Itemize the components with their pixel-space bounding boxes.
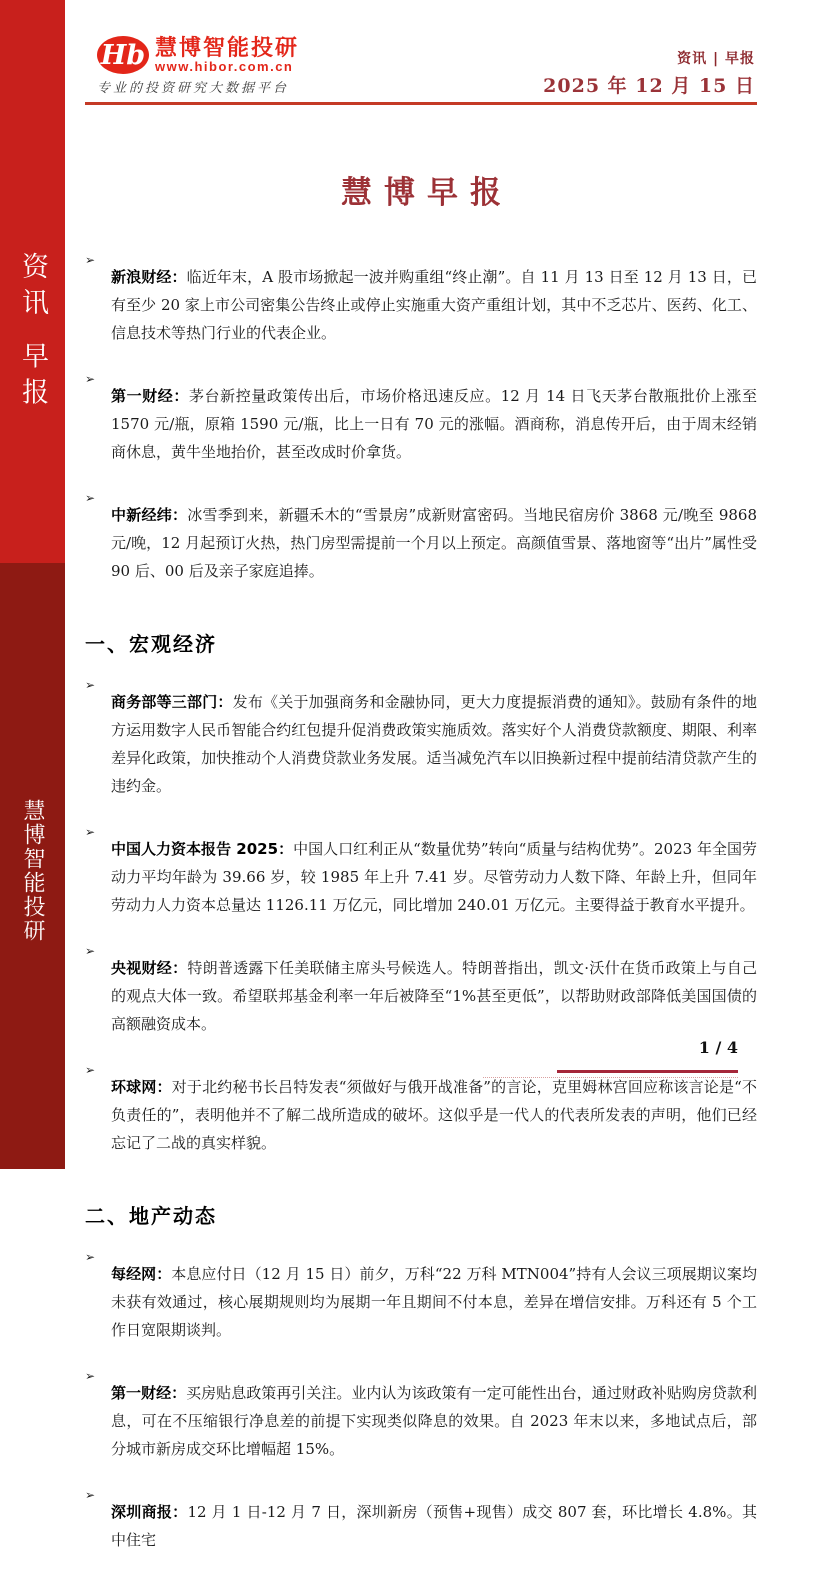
news-text: 买房贴息政策再引关注。业内认为该政策有一定可能性出台，通过财政补贴购房贷款利息，可在不压缩银行净息差的前提下实现类似降息的效果。自 2023 年末以来，多地试点后，部分城市新房成交环比增幅超 15%。 (111, 1384, 757, 1458)
news-item (85, 367, 757, 481)
news-source-label: 深圳商报： (111, 1503, 188, 1521)
news-paragraph (111, 835, 757, 919)
news-text: 中国人口红利正从“数量优势”转向“质量与结构优势”。2023 年全国劳动力平均年龄为 39.66 岁，较 1985 年上升 7.41 岁。尽管劳动力人数下降、年龄上升，但同年劳动力人力资本总量达 1126.11 万亿元，同比增加 240.01 万亿元。主要得益于教育水平提升。 (111, 840, 757, 914)
report-category: 资讯 | 早报 (677, 51, 755, 67)
document-body (85, 0, 757, 1574)
news-source-label: 第一财经： (111, 1384, 187, 1402)
footer-divider-thin (483, 1077, 738, 1078)
sidebar-brand-label: 慧博智能投研 (20, 799, 45, 943)
arrow-bullet-icon: ➢ (85, 372, 96, 386)
news-paragraph (111, 1073, 757, 1157)
news-item (85, 248, 757, 362)
logo-brand-name: 慧博智能投研 (155, 35, 300, 61)
news-source-label: 央视财经： (111, 959, 188, 977)
news-source-label: 每经网： (111, 1265, 172, 1283)
arrow-bullet-icon: ➢ (85, 944, 96, 958)
news-paragraph (111, 263, 757, 347)
news-paragraph (111, 1498, 757, 1554)
logo-tagline: 专业的投资研究大数据平台 (97, 81, 290, 96)
news-paragraph (111, 1260, 757, 1344)
left-sidebar (0, 0, 65, 1169)
sidebar-bottom-band (0, 563, 65, 1169)
page-number: 1 / 4 (698, 1038, 738, 1057)
section-heading-real-estate: 二、地产动态 (85, 1204, 217, 1228)
news-source-label: 中国人力资本报告 2025： (111, 840, 294, 858)
news-text: 临近年末，A 股市场掀起一波并购重组“终止潮”。自 11 月 13 日至 12 月 13 日，已有至少 20 家上市公司密集公告终止或停止实施重大资产重组计划，其中不乏芯片、医药、化工、信息技术等热门行业的代表企业。 (111, 268, 757, 342)
news-item (85, 1483, 757, 1569)
logo-oval-icon (97, 36, 149, 74)
news-text: 茅台新控量政策传出后，市场价格迅速反应。12 月 14 日飞天茅台散瓶批价上涨至 1570 元/瓶，原箱 1590 元/瓶，比上一日有 70 元的涨幅。酒商称，消息传开后，由于周末经销商休息，黄牛坐地抬价，甚至改成时价拿货。 (111, 387, 757, 461)
arrow-bullet-icon: ➢ (85, 1063, 96, 1077)
news-item (85, 939, 757, 1053)
section-heading-macro-economy: 一、宏观经济 (85, 632, 217, 656)
brand-logo (97, 36, 299, 96)
header-meta (543, 48, 755, 98)
news-text: 12 月 1 日-12 月 7 日，深圳新房（预售+现售）成交 807 套，环比增长 4.8%。其中住宅 (111, 1503, 757, 1549)
news-source-label: 商务部等三部门： (111, 693, 233, 711)
macro-news-list (85, 673, 757, 1172)
arrow-bullet-icon: ➢ (85, 1488, 96, 1502)
arrow-bullet-icon: ➢ (85, 1369, 96, 1383)
real-estate-news-list (85, 1245, 757, 1569)
news-paragraph (111, 954, 757, 1038)
news-source-label: 第一财经： (111, 387, 189, 405)
page-header (85, 0, 757, 105)
news-source-label: 环球网： (111, 1078, 172, 1096)
news-source-label: 中新经纬： (111, 506, 188, 524)
intro-news-list (85, 248, 757, 600)
arrow-bullet-icon: ➢ (85, 491, 96, 505)
news-item (85, 1245, 757, 1359)
arrow-bullet-icon: ➢ (85, 678, 96, 692)
sidebar-category-label: 资讯 早报 (17, 252, 48, 414)
news-paragraph (111, 382, 757, 466)
news-text: 本息应付日（12 月 15 日）前夕，万科“22 万科 MTN004”持有人会议三项展期议案均未获有效通过，核心展期规则均为展期一年且期间不付本息，差异在增信安排。万科还有 5 个工作日宽限期谈判。 (111, 1265, 757, 1339)
sidebar-top-band (0, 0, 65, 563)
arrow-bullet-icon: ➢ (85, 1250, 96, 1264)
news-paragraph (111, 688, 757, 800)
footer-divider-thick (557, 1070, 738, 1073)
news-item (85, 820, 757, 934)
news-item (85, 486, 757, 600)
logo-website: www.hibor.com.cn (155, 58, 294, 74)
page-title: 慧博早报 (341, 175, 513, 211)
arrow-bullet-icon: ➢ (85, 253, 96, 267)
news-item (85, 673, 757, 815)
news-paragraph (111, 1379, 757, 1463)
news-text: 发布《关于加强商务和金融协同，更大力度提振消费的通知》。鼓励有条件的地方运用数字人民币智能合约红包提升促消费政策实施质效。落实好个人消费贷款额度、期限、利率差异化政策，加快推动个人消费贷款业务发展。适当减免汽车以旧换新过程中提前结清贷款产生的违约金。 (111, 693, 757, 795)
report-date: 2025 年 12 月 15 日 (543, 75, 755, 97)
logo-monogram: Hb (100, 39, 146, 71)
news-text: 冰雪季到来，新疆禾木的“雪景房”成新财富密码。当地民宿房价 3868 元/晚至 9868 元/晚，12 月起预订火热，热门房型需提前一个月以上预定。高颜值雪景、落地窗等“出片”属性受 90 后、00 后及亲子家庭追捧。 (111, 506, 757, 580)
news-paragraph (111, 501, 757, 585)
arrow-bullet-icon: ➢ (85, 825, 96, 839)
news-source-label: 新浪财经： (111, 268, 187, 286)
news-item (85, 1058, 757, 1172)
news-text: 对于北约秘书长吕特发表“须做好与俄开战准备”的言论，克里姆林宫回应称该言论是“不负责任的”，表明他并不了解二战所造成的破坏。这似乎是一代人的代表所发表的声明，他们已经忘记了二战的真实样貌。 (111, 1078, 757, 1152)
news-item (85, 1364, 757, 1478)
news-text: 特朗普透露下任美联储主席头号候选人。特朗普指出，凯文·沃什在货币政策上与自己的观点大体一致。希望联邦基金利率一年后被降至“1%甚至更低”，以帮助财政部降低美国国债的高额融资成本。 (111, 959, 757, 1033)
